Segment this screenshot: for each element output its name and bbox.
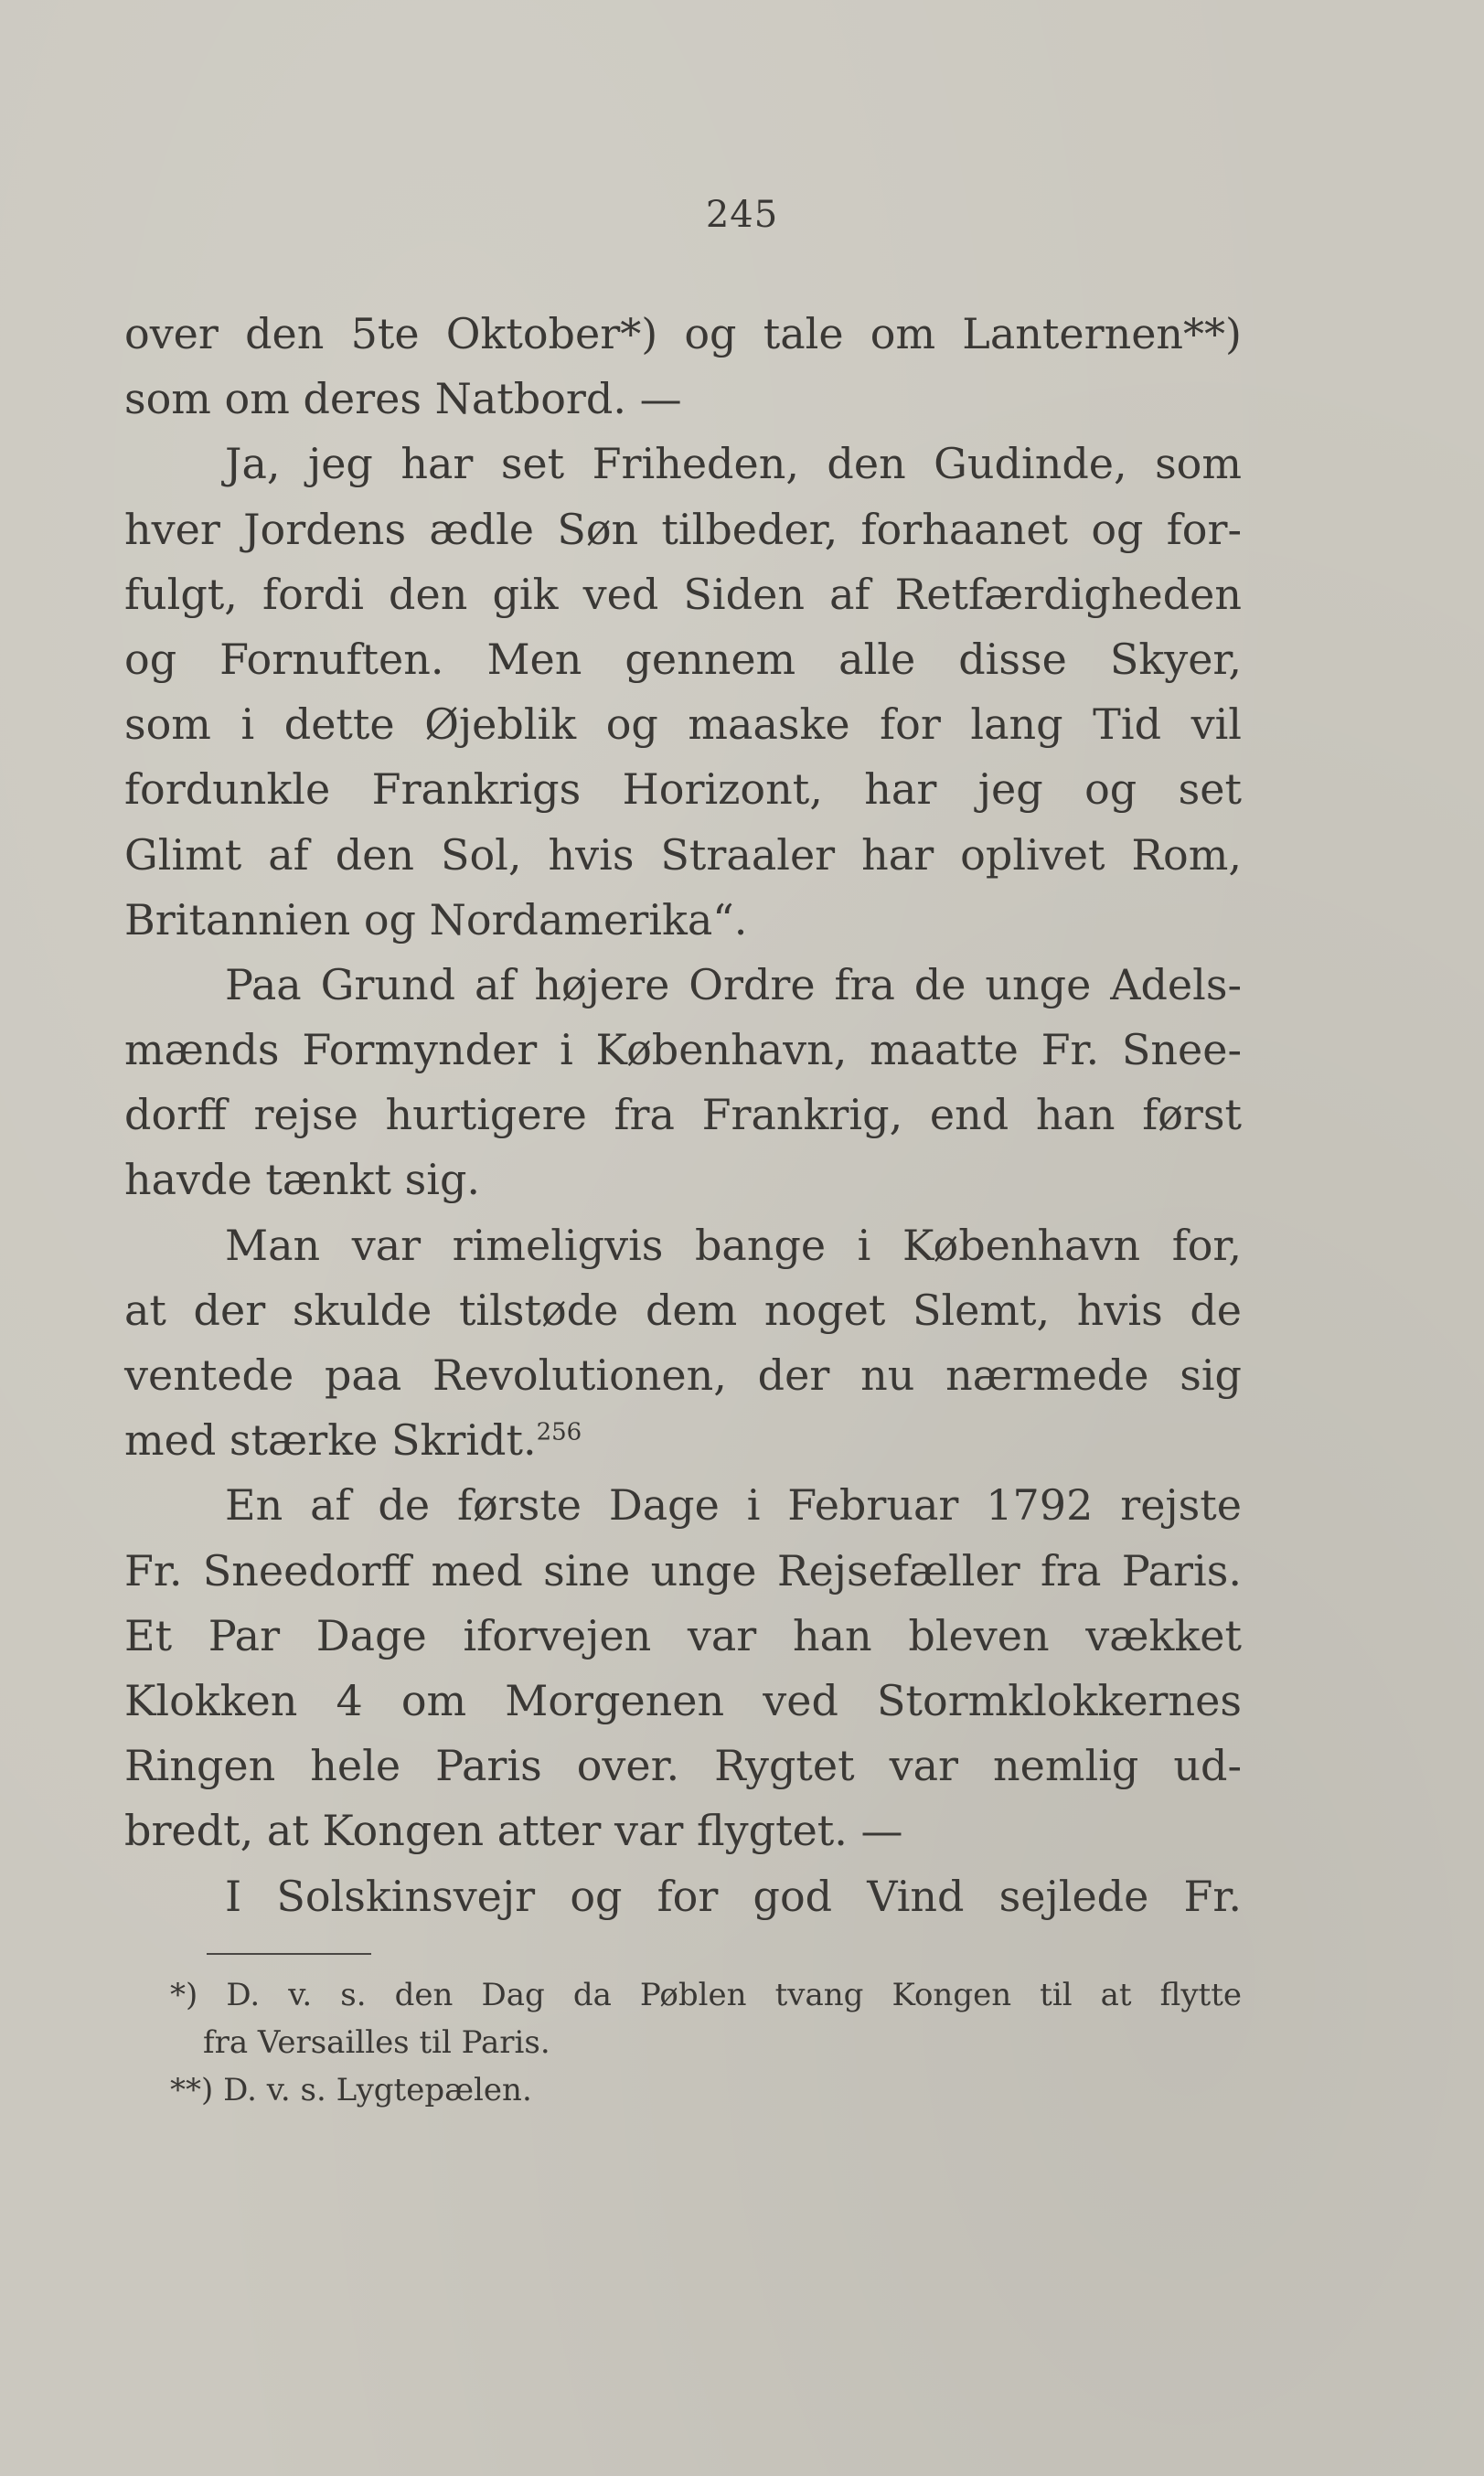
text-line: fulgt, fordi den gik ved Siden af Retfærdigheden bbox=[124, 569, 1242, 619]
text-line: I Solskinsvejr og for god Vind sejlede Fr. bbox=[225, 1871, 1242, 1921]
footnote-divider bbox=[207, 1953, 371, 1955]
text-line: Paa Grund af højere Ordre fra de unge Adels- bbox=[225, 959, 1242, 1009]
text-line: mænds Formynder i København, maatte Fr. Snee- bbox=[124, 1025, 1242, 1075]
text-line-content: med stærke Skridt. bbox=[124, 1415, 537, 1466]
text-line: som i dette Øjeblik og maaske for lang Tid vil bbox=[124, 699, 1242, 750]
text-line: Fr. Sneedorff med sine unge Rejsefæller fra Paris. bbox=[124, 1545, 1242, 1596]
text-line: En af de første Dage i Februar 1792 rejste bbox=[225, 1480, 1242, 1531]
text-line: dorff rejse hurtigere fra Frankrig, end han først bbox=[124, 1090, 1242, 1140]
text-line: Man var rimeligvis bange i København for, bbox=[225, 1220, 1242, 1270]
text-line: og Fornuften. Men gennem alle disse Skyer, bbox=[124, 634, 1242, 684]
reference-mark: 256 bbox=[536, 1418, 582, 1446]
text-line: Glimt af den Sol, hvis Straaler har oplivet Rom, bbox=[124, 829, 1242, 880]
text-line: fordunkle Frankrigs Horizont, har jeg og set bbox=[124, 764, 1242, 815]
text-line: Klokken 4 om Morgenen ved Stormklokkernes bbox=[124, 1675, 1242, 1725]
body-text bbox=[124, 302, 1242, 1929]
text-line: ventede paa Revolutionen, der nu nærmede sig bbox=[124, 1350, 1242, 1400]
footnote-line: *) D. v. s. den Dag da Pøblen tvang Kongen til at flytte bbox=[170, 1977, 1242, 2013]
text-line: Ringen hele Paris over. Rygtet var nemlig ud- bbox=[124, 1741, 1242, 1791]
text-line: Ja, jeg har set Friheden, den Gudinde, som bbox=[225, 439, 1242, 489]
text-line: hver Jordens ædle Søn tilbeder, forhaanet og for- bbox=[124, 504, 1242, 554]
text-line: havde tænkt sig. bbox=[124, 1155, 481, 1205]
footnote-line: fra Versailles til Paris. bbox=[203, 2024, 550, 2061]
text-line: som om deres Natbord. — bbox=[124, 374, 682, 424]
text-line: bredt, at Kongen atter var flygtet. — bbox=[124, 1806, 903, 1856]
text-line: Britannien og Nordamerika“. bbox=[124, 894, 748, 945]
footnotes bbox=[124, 1971, 1242, 2114]
footnote-line: **) D. v. s. Lygtepælen. bbox=[170, 2072, 532, 2108]
text-line bbox=[124, 1408, 1242, 1473]
text-line: over den 5te Oktober*) og tale om Lanternen**) bbox=[124, 309, 1242, 358]
text-line: Et Par Dage iforvejen var han bleven vækket bbox=[124, 1610, 1242, 1660]
text-line: at der skulde tilstøde dem noget Slemt, hvis de bbox=[124, 1285, 1242, 1335]
page-number: 245 bbox=[705, 194, 779, 236]
